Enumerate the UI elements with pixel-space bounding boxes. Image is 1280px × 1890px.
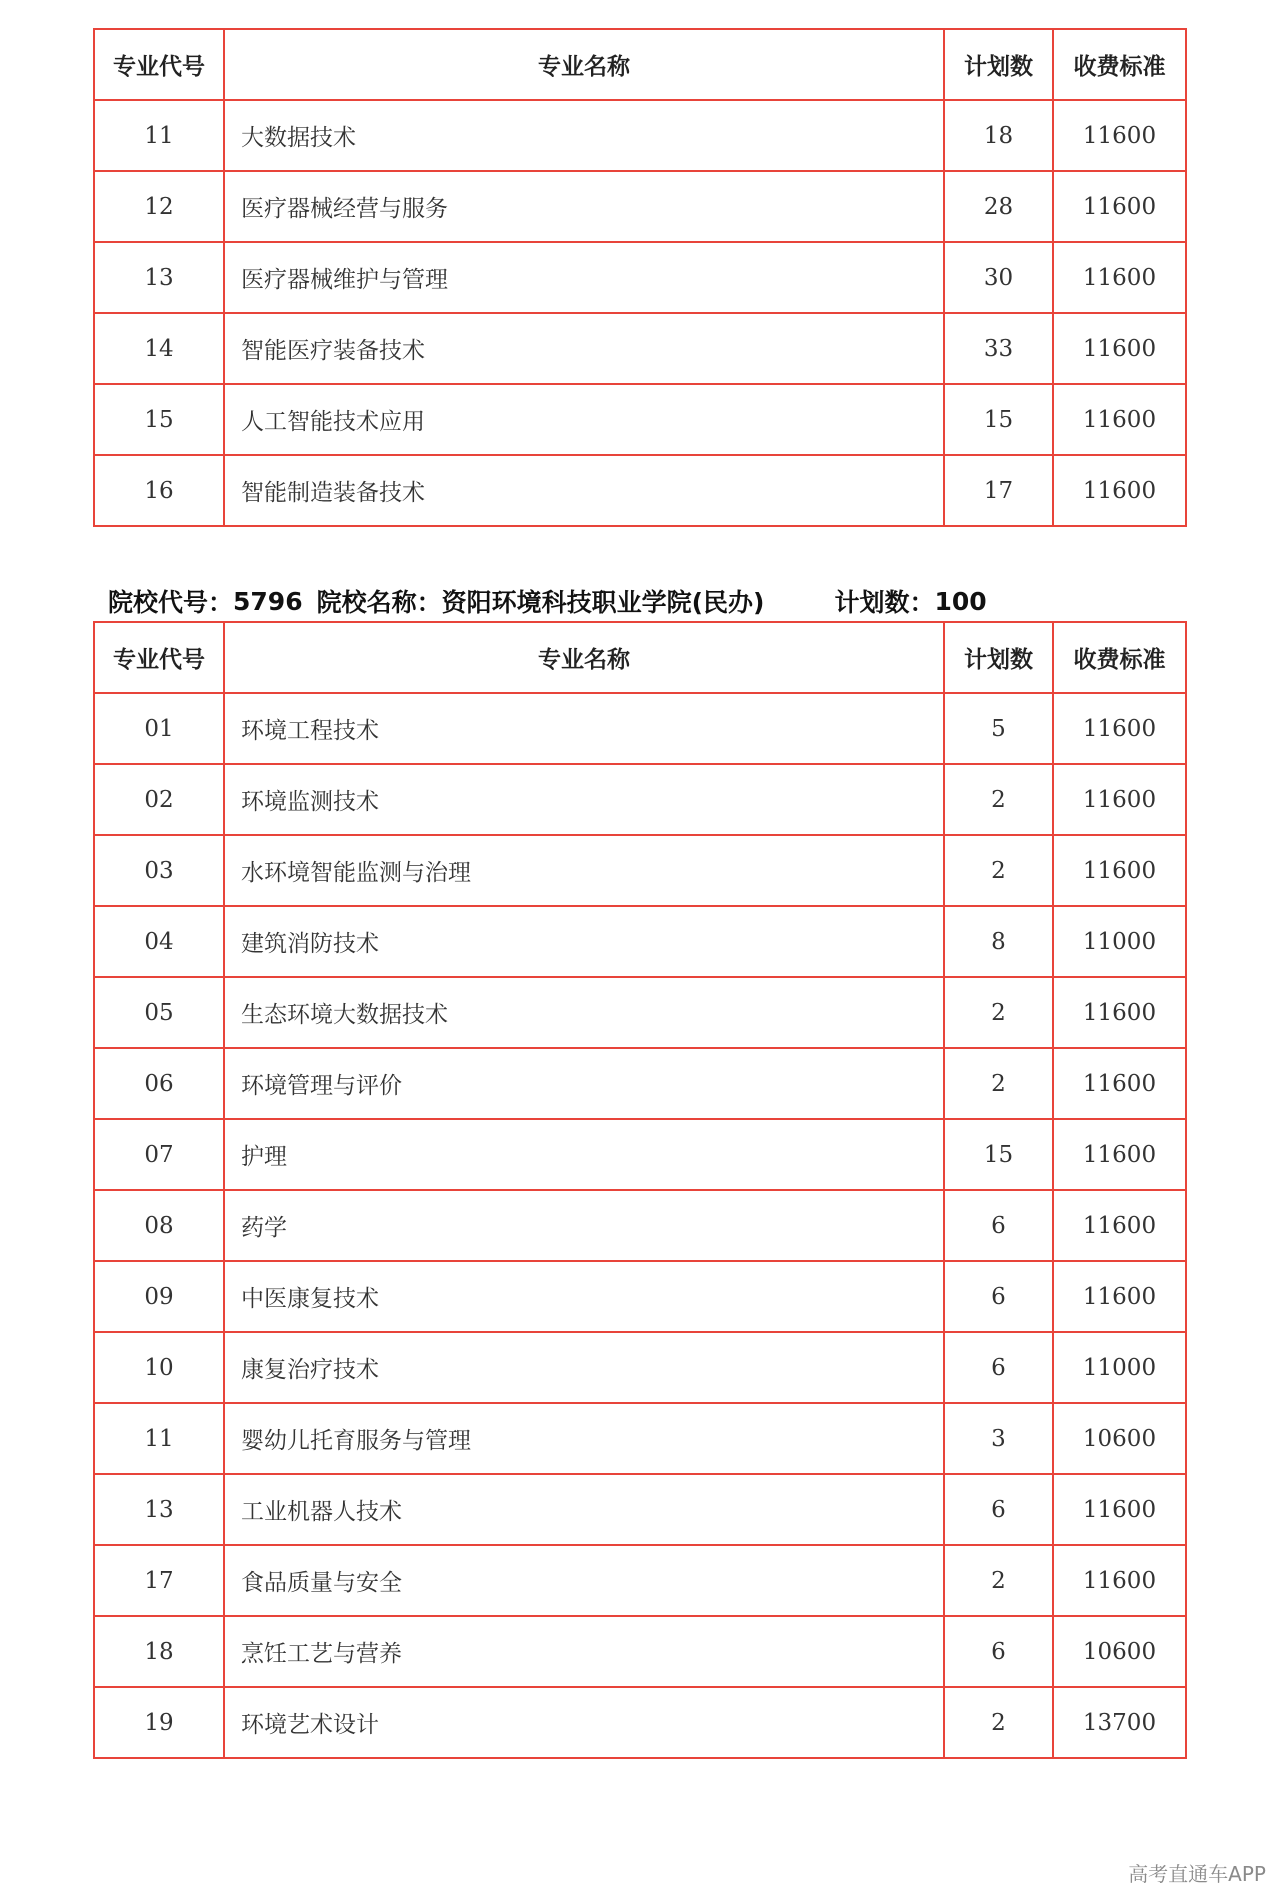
- major-code-cell: 13: [94, 1474, 224, 1545]
- major-code-cell: 08: [94, 1190, 224, 1261]
- plan-count-cell: 6: [944, 1261, 1053, 1332]
- major-code-cell: 15: [94, 384, 224, 455]
- major-code-cell: 16: [94, 455, 224, 526]
- table-header-row: [94, 622, 1186, 693]
- major-name-cell: 环境艺术设计: [224, 1687, 944, 1758]
- major-code-cell: 06: [94, 1048, 224, 1119]
- fee-standard-cell: 11600: [1053, 1261, 1186, 1332]
- table-row: [94, 1048, 1186, 1119]
- major-name-cell: 食品质量与安全: [224, 1545, 944, 1616]
- plan-count-cell: 15: [944, 384, 1053, 455]
- major-code-cell: 13: [94, 242, 224, 313]
- header-major-name: 专业名称: [224, 622, 944, 693]
- major-name-cell: 护理: [224, 1119, 944, 1190]
- major-code-cell: 11: [94, 1403, 224, 1474]
- fee-standard-cell: 11600: [1053, 384, 1186, 455]
- plan-count-cell: 2: [944, 835, 1053, 906]
- major-code-cell: 07: [94, 1119, 224, 1190]
- fee-standard-cell: 11600: [1053, 1545, 1186, 1616]
- school-info-line: [108, 583, 987, 619]
- fee-standard-cell: 13700: [1053, 1687, 1186, 1758]
- table-row: [94, 1474, 1186, 1545]
- major-name-cell: 工业机器人技术: [224, 1474, 944, 1545]
- plan-count-cell: 33: [944, 313, 1053, 384]
- plan-count-cell: 6: [944, 1332, 1053, 1403]
- major-name-cell: 建筑消防技术: [224, 906, 944, 977]
- major-name-cell: 环境管理与评价: [224, 1048, 944, 1119]
- major-name-cell: 药学: [224, 1190, 944, 1261]
- school-name-label: 院校名称：: [316, 588, 442, 617]
- plan-count-cell: 17: [944, 455, 1053, 526]
- school-plan-count: 100: [934, 586, 987, 616]
- major-name-cell: 智能医疗装备技术: [224, 313, 944, 384]
- table-row: [94, 1332, 1186, 1403]
- table-row: [94, 171, 1186, 242]
- plan-count-cell: 2: [944, 764, 1053, 835]
- fee-standard-cell: 11600: [1053, 835, 1186, 906]
- table-row: [94, 977, 1186, 1048]
- major-code-cell: 03: [94, 835, 224, 906]
- major-name-cell: 烹饪工艺与营养: [224, 1616, 944, 1687]
- major-name-cell: 人工智能技术应用: [224, 384, 944, 455]
- major-code-cell: 19: [94, 1687, 224, 1758]
- major-plan-table-2: [93, 621, 1187, 1759]
- watermark-text: 高考直通车APP: [1128, 1862, 1266, 1886]
- major-name-cell: 婴幼儿托育服务与管理: [224, 1403, 944, 1474]
- header-major-code: 专业代号: [94, 622, 224, 693]
- plan-count-cell: 2: [944, 977, 1053, 1048]
- major-code-cell: 18: [94, 1616, 224, 1687]
- major-code-cell: 17: [94, 1545, 224, 1616]
- plan-count-cell: 30: [944, 242, 1053, 313]
- major-code-cell: 10: [94, 1332, 224, 1403]
- fee-standard-cell: 11600: [1053, 1119, 1186, 1190]
- table-header-row: [94, 29, 1186, 100]
- major-code-cell: 14: [94, 313, 224, 384]
- school-name: 资阳环境科技职业学院(民办): [441, 588, 765, 617]
- fee-standard-cell: 11600: [1053, 100, 1186, 171]
- major-plan-table-1: [93, 28, 1187, 527]
- table-row: [94, 1687, 1186, 1758]
- major-code-cell: 04: [94, 906, 224, 977]
- major-code-cell: 09: [94, 1261, 224, 1332]
- major-name-cell: 智能制造装备技术: [224, 455, 944, 526]
- table-row: [94, 693, 1186, 764]
- plan-count-cell: 2: [944, 1687, 1053, 1758]
- table-row: [94, 1545, 1186, 1616]
- fee-standard-cell: 11600: [1053, 313, 1186, 384]
- fee-standard-cell: 11600: [1053, 1190, 1186, 1261]
- fee-standard-cell: 11600: [1053, 977, 1186, 1048]
- major-name-cell: 大数据技术: [224, 100, 944, 171]
- major-code-cell: 11: [94, 100, 224, 171]
- plan-count-cell: 6: [944, 1190, 1053, 1261]
- table-row: [94, 1261, 1186, 1332]
- header-fee-standard: 收费标准: [1053, 29, 1186, 100]
- major-name-cell: 医疗器械维护与管理: [224, 242, 944, 313]
- header-plan-count: 计划数: [944, 622, 1053, 693]
- plan-count-cell: 2: [944, 1545, 1053, 1616]
- major-code-cell: 05: [94, 977, 224, 1048]
- major-name-cell: 康复治疗技术: [224, 1332, 944, 1403]
- major-code-cell: 02: [94, 764, 224, 835]
- fee-standard-cell: 11600: [1053, 1474, 1186, 1545]
- table-row: [94, 1119, 1186, 1190]
- major-name-cell: 医疗器械经营与服务: [224, 171, 944, 242]
- fee-standard-cell: 11600: [1053, 171, 1186, 242]
- major-name-cell: 中医康复技术: [224, 1261, 944, 1332]
- table-row: [94, 100, 1186, 171]
- table-row: [94, 835, 1186, 906]
- plan-count-cell: 2: [944, 1048, 1053, 1119]
- major-name-cell: 环境监测技术: [224, 764, 944, 835]
- table-row: [94, 242, 1186, 313]
- header-major-code: 专业代号: [94, 29, 224, 100]
- plan-count-cell: 28: [944, 171, 1053, 242]
- school-code-label: 院校代号：: [108, 588, 234, 617]
- header-plan-count: 计划数: [944, 29, 1053, 100]
- fee-standard-cell: 10600: [1053, 1403, 1186, 1474]
- fee-standard-cell: 11000: [1053, 1332, 1186, 1403]
- fee-standard-cell: 11600: [1053, 455, 1186, 526]
- header-major-name: 专业名称: [224, 29, 944, 100]
- fee-standard-cell: 11600: [1053, 242, 1186, 313]
- header-fee-standard: 收费标准: [1053, 622, 1186, 693]
- major-code-cell: 01: [94, 693, 224, 764]
- plan-count-cell: 8: [944, 906, 1053, 977]
- fee-standard-cell: 11600: [1053, 764, 1186, 835]
- school-plan-label: 计划数：: [834, 588, 935, 617]
- fee-standard-cell: 11600: [1053, 693, 1186, 764]
- plan-count-cell: 18: [944, 100, 1053, 171]
- fee-standard-cell: 11600: [1053, 1048, 1186, 1119]
- fee-standard-cell: 10600: [1053, 1616, 1186, 1687]
- school-code: 5796: [233, 586, 303, 616]
- table-row: [94, 455, 1186, 526]
- table-row: [94, 764, 1186, 835]
- table-row: [94, 384, 1186, 455]
- major-name-cell: 水环境智能监测与治理: [224, 835, 944, 906]
- plan-count-cell: 5: [944, 693, 1053, 764]
- major-code-cell: 12: [94, 171, 224, 242]
- plan-count-cell: 6: [944, 1616, 1053, 1687]
- plan-count-cell: 15: [944, 1119, 1053, 1190]
- table-row: [94, 313, 1186, 384]
- plan-count-cell: 6: [944, 1474, 1053, 1545]
- major-name-cell: 环境工程技术: [224, 693, 944, 764]
- table-row: [94, 1403, 1186, 1474]
- table-row: [94, 906, 1186, 977]
- plan-count-cell: 3: [944, 1403, 1053, 1474]
- table-row: [94, 1616, 1186, 1687]
- table-row: [94, 1190, 1186, 1261]
- major-name-cell: 生态环境大数据技术: [224, 977, 944, 1048]
- fee-standard-cell: 11000: [1053, 906, 1186, 977]
